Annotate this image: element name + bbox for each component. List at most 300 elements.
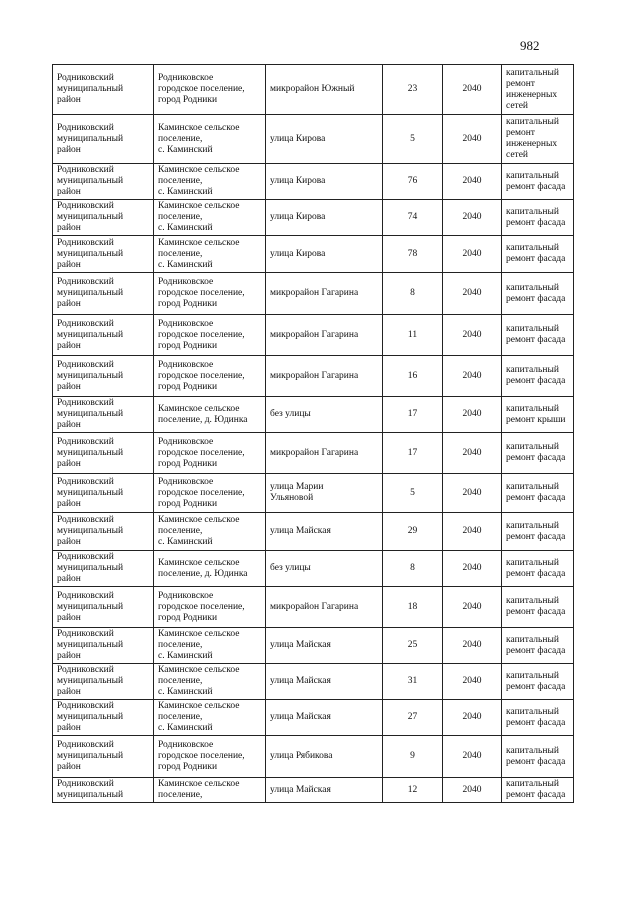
- house-number-cell: 5: [383, 474, 443, 513]
- district-cell-line: Родниковский: [57, 779, 114, 789]
- work-type-cell-line: ремонт фасада: [506, 681, 566, 692]
- street-cell-line: микрорайон Гагарина: [270, 370, 359, 381]
- work-type-cell-line: ремонт фасада: [506, 568, 566, 579]
- district-cell-line: Родниковский: [57, 398, 114, 408]
- settlement-cell-line: Каминское сельское: [158, 165, 240, 175]
- district-cell: [53, 664, 154, 700]
- district-cell-line: Родниковский: [57, 476, 114, 487]
- work-type-cell-line: ремонт фасада: [506, 645, 566, 656]
- work-type-cell: [502, 551, 574, 587]
- district-cell-line: Родниковский: [57, 165, 114, 175]
- page-number: 982: [520, 38, 540, 53]
- district-cell: [53, 736, 154, 778]
- work-type-cell-line: капитальный: [506, 557, 559, 568]
- table-row: [53, 200, 574, 236]
- street-cell-line: без улицы: [270, 563, 311, 573]
- year-cell: 2040: [443, 200, 502, 236]
- work-type-cell-line: капитальный: [506, 596, 559, 606]
- work-type-cell-line: ремонт крыши: [506, 414, 566, 425]
- settlement-cell-line: с. Каминский: [158, 187, 213, 197]
- street-cell: [266, 236, 383, 273]
- settlement-cell-line: городское поселение,: [158, 601, 245, 612]
- street-cell: [266, 736, 383, 778]
- year-cell: 2040: [443, 664, 502, 700]
- street-cell: [266, 356, 383, 397]
- district-cell: [53, 513, 154, 551]
- settlement-cell-line: поселение,: [158, 176, 203, 186]
- work-type-cell-line: ремонт фасада: [506, 453, 566, 463]
- settlement-cell-line: Каминское сельское: [158, 629, 240, 639]
- district-cell-line: муниципальный: [57, 712, 124, 722]
- house-number-cell: 5: [383, 115, 443, 164]
- district-cell-line: Родниковский: [57, 590, 114, 601]
- house-number-cell: 17: [383, 433, 443, 474]
- district-cell-line: район: [57, 187, 81, 197]
- settlement-cell-line: городское поселение,: [158, 487, 245, 498]
- street-cell-line: Ульяновой: [270, 493, 314, 503]
- settlement-cell: [154, 513, 266, 551]
- settlement-cell-line: Каминское сельское: [158, 779, 240, 789]
- district-cell-line: муниципальный: [57, 248, 124, 259]
- district-cell: [53, 778, 154, 803]
- work-type-cell-line: ремонт фасада: [506, 756, 566, 767]
- settlement-cell: [154, 236, 266, 273]
- work-type-cell-line: капитальный: [506, 117, 559, 127]
- settlement-cell-line: город Родники: [158, 340, 218, 351]
- work-type-cell-line: капитальный: [506, 442, 559, 452]
- district-cell-line: муниципальный: [57, 409, 124, 419]
- year-cell: 2040: [443, 736, 502, 778]
- district-cell-line: муниципальный: [57, 288, 124, 298]
- district-cell: [53, 356, 154, 397]
- settlement-cell: [154, 628, 266, 664]
- street-cell-line: улица Марии: [270, 482, 324, 492]
- settlement-cell-line: поселение,: [158, 526, 203, 536]
- district-cell-line: район: [57, 762, 81, 772]
- district-cell: [53, 273, 154, 315]
- table-row: [53, 628, 574, 664]
- work-type-cell-line: ремонт фасада: [506, 293, 566, 304]
- year-cell: 2040: [443, 315, 502, 356]
- table-row: [53, 397, 574, 433]
- settlement-cell-line: Родниковское: [158, 277, 214, 287]
- district-cell: [53, 551, 154, 587]
- settlement-cell-line: с. Каминский: [158, 223, 213, 233]
- district-cell-line: муниципальный: [57, 370, 124, 381]
- district-cell-line: Родниковский: [57, 665, 114, 675]
- repair-schedule-table: [52, 64, 574, 803]
- year-cell: 2040: [443, 700, 502, 736]
- settlement-cell: [154, 200, 266, 236]
- settlement-cell-line: поселение,: [158, 212, 203, 222]
- district-cell-line: район: [57, 144, 81, 155]
- district-cell-line: муниципальный: [57, 133, 124, 144]
- settlement-cell-line: Родниковское: [158, 318, 214, 329]
- district-cell-line: Родниковский: [57, 515, 114, 525]
- settlement-cell: [154, 273, 266, 315]
- district-cell-line: муниципальный: [57, 790, 124, 800]
- district-cell-line: муниципальный: [57, 329, 124, 340]
- settlement-cell-line: город Родники: [158, 612, 218, 623]
- district-cell-line: Родниковский: [57, 740, 114, 750]
- settlement-cell-line: городское поселение,: [158, 288, 245, 298]
- settlement-cell-line: поселение,: [158, 248, 203, 259]
- year-cell: 2040: [443, 778, 502, 803]
- settlement-cell-line: с. Каминский: [158, 537, 213, 547]
- work-type-cell: [502, 700, 574, 736]
- settlement-cell: [154, 736, 266, 778]
- work-type-cell-line: капитальный: [506, 243, 559, 253]
- district-cell-line: муниципальный: [57, 563, 124, 573]
- district-cell-line: район: [57, 687, 81, 697]
- settlement-cell-line: поселение,: [158, 133, 203, 144]
- work-type-cell-line: капитальный: [506, 634, 559, 645]
- street-cell: [266, 164, 383, 200]
- table-row: [53, 236, 574, 273]
- work-type-cell-line: капитальный: [506, 365, 559, 375]
- district-cell: [53, 433, 154, 474]
- settlement-cell: [154, 778, 266, 803]
- work-type-cell-line: капитальный: [506, 206, 559, 217]
- work-type-cell-line: ремонт фасада: [506, 217, 566, 228]
- house-number-cell: 29: [383, 513, 443, 551]
- settlement-cell: [154, 115, 266, 164]
- street-cell: [266, 551, 383, 587]
- district-cell: [53, 474, 154, 513]
- table-row: [53, 587, 574, 628]
- work-type-cell-line: ремонт фасада: [506, 181, 566, 192]
- settlement-cell-line: с. Каминский: [158, 144, 213, 155]
- district-cell-line: район: [57, 612, 81, 623]
- settlement-cell-line: город Родники: [158, 299, 218, 309]
- settlement-cell-line: Родниковское: [158, 740, 214, 750]
- district-cell: [53, 628, 154, 664]
- work-type-cell: [502, 200, 574, 236]
- work-type-cell: [502, 628, 574, 664]
- district-cell-line: Родниковский: [57, 359, 114, 370]
- district-cell-line: район: [57, 223, 81, 233]
- district-cell-line: район: [57, 574, 81, 584]
- street-cell: [266, 315, 383, 356]
- work-type-cell-line: капитальный: [506, 779, 559, 789]
- district-cell-line: муниципальный: [57, 601, 124, 612]
- year-cell: 2040: [443, 273, 502, 315]
- work-type-cell: [502, 315, 574, 356]
- settlement-cell-line: городское поселение,: [158, 447, 245, 458]
- district-cell: [53, 115, 154, 164]
- street-cell-line: микрорайон Гагарина: [270, 288, 359, 298]
- district-cell-line: Родниковский: [57, 629, 114, 639]
- table-row: [53, 700, 574, 736]
- work-type-cell: [502, 115, 574, 164]
- settlement-cell-line: город Родники: [158, 458, 218, 469]
- district-cell: [53, 397, 154, 433]
- district-cell-line: муниципальный: [57, 676, 124, 686]
- table-row: [53, 115, 574, 164]
- house-number-cell: 12: [383, 778, 443, 803]
- settlement-cell-line: с. Каминский: [158, 651, 213, 661]
- settlement-cell-line: Каминское сельское: [158, 237, 240, 248]
- district-cell-line: район: [57, 537, 81, 547]
- street-cell: [266, 115, 383, 164]
- settlement-cell-line: поселение,: [158, 640, 203, 650]
- work-type-cell-line: инженерных: [506, 139, 558, 149]
- settlement-cell-line: город Родники: [158, 95, 218, 105]
- street-cell-line: улица Майская: [270, 712, 331, 722]
- district-cell-line: район: [57, 420, 81, 430]
- work-type-cell-line: капитальный: [506, 520, 559, 531]
- district-cell-line: район: [57, 723, 81, 733]
- work-type-cell: [502, 513, 574, 551]
- work-type-cell-line: капитальный: [506, 324, 559, 334]
- settlement-cell-line: поселение,: [158, 790, 203, 800]
- settlement-cell-line: городское поселение,: [158, 370, 245, 381]
- year-cell: 2040: [443, 474, 502, 513]
- settlement-cell-line: с. Каминский: [158, 723, 213, 733]
- district-cell-line: район: [57, 259, 81, 270]
- district-cell-line: Родниковский: [57, 237, 114, 248]
- work-type-cell: [502, 587, 574, 628]
- district-cell-line: муниципальный: [57, 447, 124, 458]
- street-cell: [266, 433, 383, 474]
- table-row: [53, 433, 574, 474]
- settlement-cell-line: Родниковское: [158, 476, 214, 487]
- work-type-cell-line: сетей: [506, 100, 529, 111]
- district-cell-line: муниципальный: [57, 84, 124, 94]
- work-type-cell-line: ремонт фасада: [506, 717, 566, 728]
- work-type-cell: [502, 65, 574, 115]
- street-cell-line: микрорайон Гагарина: [270, 447, 359, 458]
- year-cell: 2040: [443, 397, 502, 433]
- settlement-cell-line: Каминское сельское: [158, 515, 240, 525]
- street-cell-line: улица Кирова: [270, 176, 326, 186]
- settlement-cell: [154, 587, 266, 628]
- street-cell: [266, 778, 383, 803]
- table-row: [53, 315, 574, 356]
- street-cell: [266, 513, 383, 551]
- table-row: [53, 164, 574, 200]
- settlement-cell-line: город Родники: [158, 498, 218, 509]
- house-number-cell: 31: [383, 664, 443, 700]
- street-cell: [266, 664, 383, 700]
- settlement-cell-line: Каминское сельское: [158, 122, 240, 133]
- settlement-cell: [154, 65, 266, 115]
- street-cell-line: улица Майская: [270, 526, 331, 536]
- street-cell: [266, 628, 383, 664]
- work-type-cell-line: капитальный: [506, 282, 559, 293]
- house-number-cell: 27: [383, 700, 443, 736]
- street-cell-line: улица Кирова: [270, 133, 326, 144]
- table-row: [53, 273, 574, 315]
- work-type-cell-line: капитальный: [506, 170, 559, 181]
- house-number-cell: 9: [383, 736, 443, 778]
- settlement-cell-line: поселение,: [158, 676, 203, 686]
- settlement-cell-line: с. Каминский: [158, 259, 213, 270]
- work-type-cell-line: ремонт фасада: [506, 376, 566, 386]
- work-type-cell-line: ремонт фасада: [506, 790, 566, 800]
- district-cell: [53, 164, 154, 200]
- district-cell-line: Родниковский: [57, 552, 114, 562]
- year-cell: 2040: [443, 551, 502, 587]
- district-cell-line: Родниковский: [57, 277, 114, 287]
- year-cell: 2040: [443, 115, 502, 164]
- work-type-cell: [502, 397, 574, 433]
- district-cell-line: район: [57, 381, 81, 392]
- settlement-cell-line: Каминское сельское: [158, 201, 240, 211]
- street-cell-line: улица Майская: [270, 640, 331, 650]
- district-cell-line: район: [57, 651, 81, 661]
- work-type-cell-line: ремонт: [506, 78, 535, 89]
- table-row: [53, 65, 574, 115]
- district-cell-line: муниципальный: [57, 212, 124, 222]
- district-cell-line: район: [57, 299, 81, 309]
- house-number-cell: 23: [383, 65, 443, 115]
- work-type-cell-line: капитальный: [506, 67, 559, 78]
- work-type-cell-line: ремонт фасада: [506, 254, 566, 264]
- year-cell: 2040: [443, 628, 502, 664]
- work-type-cell: [502, 736, 574, 778]
- table-row: [53, 356, 574, 397]
- settlement-cell: [154, 397, 266, 433]
- table-row: [53, 474, 574, 513]
- work-type-cell-line: ремонт: [506, 128, 535, 138]
- district-cell-line: муниципальный: [57, 526, 124, 536]
- year-cell: 2040: [443, 236, 502, 273]
- district-cell: [53, 65, 154, 115]
- year-cell: 2040: [443, 433, 502, 474]
- district-cell-line: муниципальный: [57, 751, 124, 761]
- district-cell-line: район: [57, 498, 81, 509]
- work-type-cell-line: сетей: [506, 150, 529, 160]
- house-number-cell: 17: [383, 397, 443, 433]
- district-cell-line: Родниковский: [57, 73, 114, 83]
- year-cell: 2040: [443, 513, 502, 551]
- district-cell-line: Родниковский: [57, 201, 114, 211]
- district-cell-line: район: [57, 458, 81, 469]
- street-cell: [266, 65, 383, 115]
- street-cell-line: микрорайон Гагарина: [270, 601, 359, 612]
- district-cell: [53, 236, 154, 273]
- street-cell-line: улица Майская: [270, 784, 331, 795]
- street-cell-line: улица Кирова: [270, 212, 326, 222]
- table-body: [53, 65, 574, 803]
- street-cell-line: микрорайон Южный: [270, 84, 355, 94]
- street-cell-line: без улицы: [270, 409, 311, 419]
- table-row: [53, 551, 574, 587]
- district-cell-line: Родниковский: [57, 122, 114, 133]
- year-cell: 2040: [443, 65, 502, 115]
- work-type-cell: [502, 236, 574, 273]
- settlement-cell: [154, 551, 266, 587]
- settlement-cell-line: поселение, д. Юдинка: [158, 568, 248, 579]
- street-cell: [266, 273, 383, 315]
- street-cell: [266, 587, 383, 628]
- district-cell-line: Родниковский: [57, 436, 114, 447]
- work-type-cell-line: капитальный: [506, 745, 559, 756]
- district-cell: [53, 315, 154, 356]
- year-cell: 2040: [443, 164, 502, 200]
- work-type-cell: [502, 664, 574, 700]
- settlement-cell-line: Родниковское: [158, 359, 214, 370]
- settlement-cell: [154, 433, 266, 474]
- district-cell: [53, 200, 154, 236]
- table-row: [53, 513, 574, 551]
- work-type-cell-line: ремонт фасада: [506, 493, 566, 503]
- house-number-cell: 25: [383, 628, 443, 664]
- work-type-cell: [502, 474, 574, 513]
- settlement-cell-line: город Родники: [158, 762, 218, 772]
- district-cell-line: муниципальный: [57, 487, 124, 498]
- settlement-cell: [154, 700, 266, 736]
- street-cell: [266, 700, 383, 736]
- table-row: [53, 664, 574, 700]
- settlement-cell-line: Родниковское: [158, 436, 214, 447]
- work-type-cell-line: капитальный: [506, 482, 559, 492]
- street-cell-line: улица Рябикова: [270, 751, 333, 761]
- house-number-cell: 78: [383, 236, 443, 273]
- work-type-cell-line: ремонт фасада: [506, 335, 566, 345]
- district-cell-line: район: [57, 95, 81, 105]
- house-number-cell: 18: [383, 587, 443, 628]
- work-type-cell-line: инженерных: [506, 89, 558, 100]
- settlement-cell-line: Каминское сельское: [158, 557, 240, 568]
- house-number-cell: 16: [383, 356, 443, 397]
- work-type-cell-line: ремонт фасада: [506, 607, 566, 617]
- settlement-cell: [154, 474, 266, 513]
- street-cell-line: улица Кирова: [270, 248, 326, 259]
- work-type-cell-line: ремонт фасада: [506, 531, 566, 542]
- district-cell-line: район: [57, 340, 81, 351]
- work-type-cell: [502, 433, 574, 474]
- settlement-cell-line: Родниковское: [158, 73, 214, 83]
- settlement-cell: [154, 315, 266, 356]
- work-type-cell-line: капитальный: [506, 670, 559, 681]
- street-cell: [266, 474, 383, 513]
- year-cell: 2040: [443, 356, 502, 397]
- work-type-cell-line: капитальный: [506, 403, 559, 414]
- year-cell: 2040: [443, 587, 502, 628]
- work-type-cell: [502, 778, 574, 803]
- house-number-cell: 74: [383, 200, 443, 236]
- settlement-cell-line: городское поселение,: [158, 84, 245, 94]
- street-cell: [266, 200, 383, 236]
- settlement-cell-line: поселение, д. Юдинка: [158, 414, 248, 425]
- street-cell: [266, 397, 383, 433]
- settlement-cell: [154, 164, 266, 200]
- work-type-cell-line: капитальный: [506, 706, 559, 717]
- district-cell: [53, 700, 154, 736]
- table-row: [53, 778, 574, 803]
- work-type-cell: [502, 273, 574, 315]
- house-number-cell: 11: [383, 315, 443, 356]
- district-cell-line: Родниковский: [57, 701, 114, 711]
- house-number-cell: 76: [383, 164, 443, 200]
- settlement-cell: [154, 356, 266, 397]
- settlement-cell-line: поселение,: [158, 712, 203, 722]
- settlement-cell-line: городское поселение,: [158, 751, 245, 761]
- settlement-cell-line: Каминское сельское: [158, 665, 240, 675]
- settlement-cell-line: городское поселение,: [158, 329, 245, 340]
- district-cell-line: Родниковский: [57, 318, 114, 329]
- settlement-cell-line: Каминское сельское: [158, 701, 240, 711]
- settlement-cell-line: с. Каминский: [158, 687, 213, 697]
- district-cell: [53, 587, 154, 628]
- street-cell-line: микрорайон Гагарина: [270, 329, 359, 340]
- work-type-cell: [502, 164, 574, 200]
- house-number-cell: 8: [383, 273, 443, 315]
- house-number-cell: 8: [383, 551, 443, 587]
- district-cell-line: муниципальный: [57, 176, 124, 186]
